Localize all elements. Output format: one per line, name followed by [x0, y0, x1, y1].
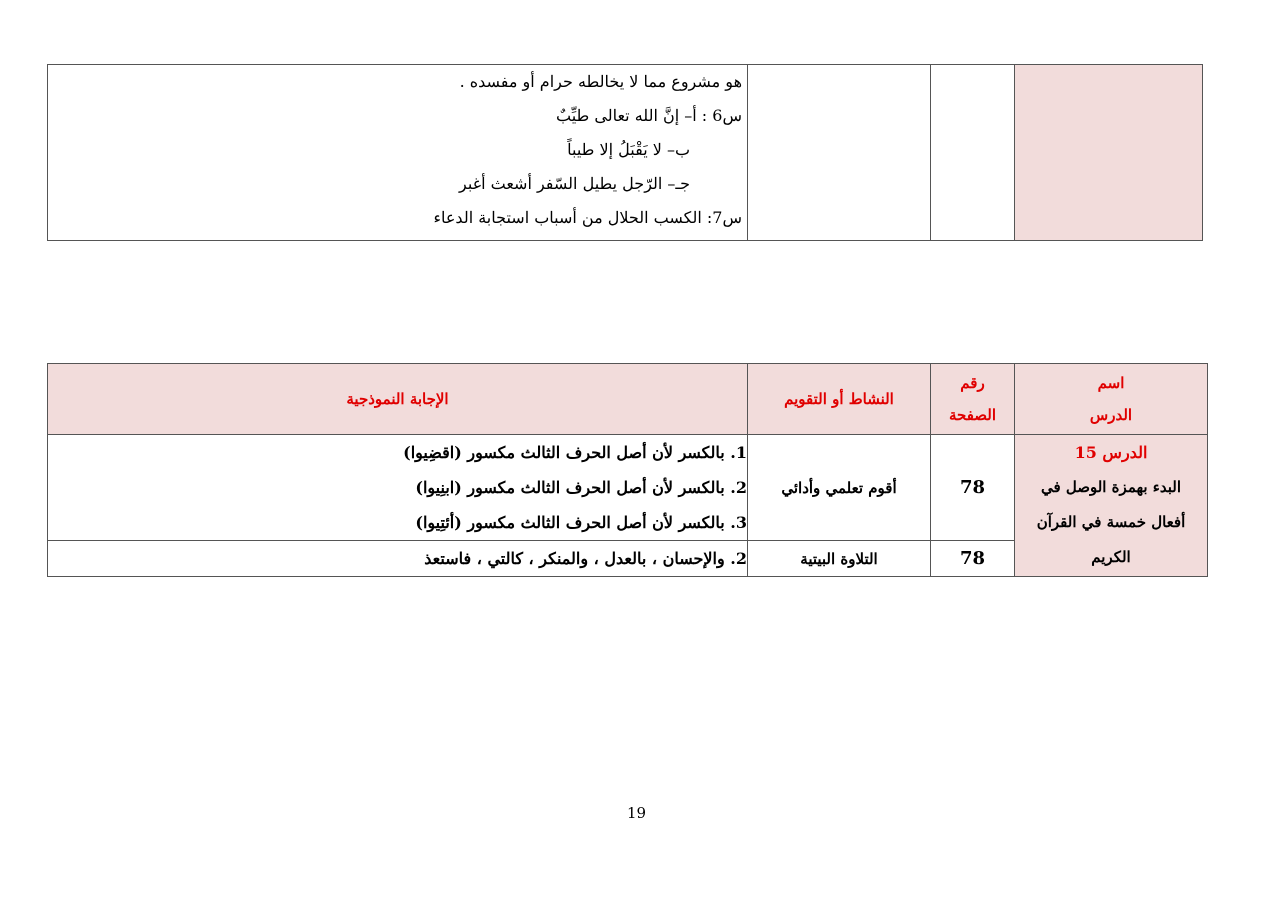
- answer-line: ب– لا يَقْبَلُ إلا طيباً: [567, 140, 690, 159]
- answer-line: 3. بالكسر لأن أصل الحرف الثالث مكسور (أئتِيوا): [415, 513, 747, 532]
- lesson-name-cell: [1015, 435, 1208, 577]
- lesson-title: الدرس 15: [1074, 443, 1148, 462]
- answer-cell: [48, 435, 748, 541]
- header-page-line2: الصفحة: [948, 406, 997, 424]
- header-answer-label: الإجابة النموذجية: [346, 390, 449, 408]
- activity-cell: أقوم تعلمي وأدائي: [748, 435, 931, 541]
- lesson-name-line: الكريم: [1091, 548, 1131, 566]
- answer-line: س7: الكسب الحلال من أسباب استجابة الدعاء: [433, 208, 742, 227]
- activity-cell: التلاوة البيتية: [748, 541, 931, 577]
- page-cell-empty: [931, 65, 1015, 241]
- answers-cell: [48, 65, 748, 241]
- answer-line: هو مشروع مما لا يخالطه حرام أو مفسده .: [459, 72, 742, 91]
- answer-line: 2. والإحسان ، بالعدل ، والمنكر ، كالتي ، فاستعذ: [424, 549, 747, 568]
- header-lesson: [1015, 364, 1208, 435]
- answer-line: س6 : أ– إنَّ الله تعالى طيِّبٌ: [556, 106, 742, 125]
- answer-line: جـ– الرّجل يطيل السّفر أشعث أغبر: [459, 174, 690, 193]
- header-activity-label: النشاط أو التقويم: [784, 390, 894, 408]
- table-row: [48, 435, 1208, 541]
- page-cell: 78: [931, 435, 1015, 541]
- header-activity: [748, 364, 931, 435]
- header-lesson-line1: اسم: [1097, 374, 1125, 392]
- lesson-name-line: البدء بهمزة الوصل في: [1040, 478, 1181, 496]
- header-lesson-line2: الدرس: [1089, 406, 1133, 424]
- activity-cell-empty: [748, 65, 931, 241]
- header-answer: [48, 364, 748, 435]
- page-cell: 78: [931, 541, 1015, 577]
- answer-line: 2. بالكسر لأن أصل الحرف الثالث مكسور (ابنِيوا): [415, 478, 747, 497]
- answer-line: 1. بالكسر لأن أصل الحرف الثالث مكسور (اقضِيوا): [403, 443, 747, 462]
- lesson-cell-empty: [1015, 65, 1203, 241]
- lesson-name-line: أفعال خمسة في القرآن: [1036, 513, 1186, 531]
- header-page: [931, 364, 1015, 435]
- page-number: 19: [626, 804, 647, 822]
- continuation-table: [47, 64, 1203, 241]
- lesson-table: [47, 363, 1208, 577]
- header-page-line1: رقم: [960, 374, 985, 392]
- answer-cell: [48, 541, 748, 577]
